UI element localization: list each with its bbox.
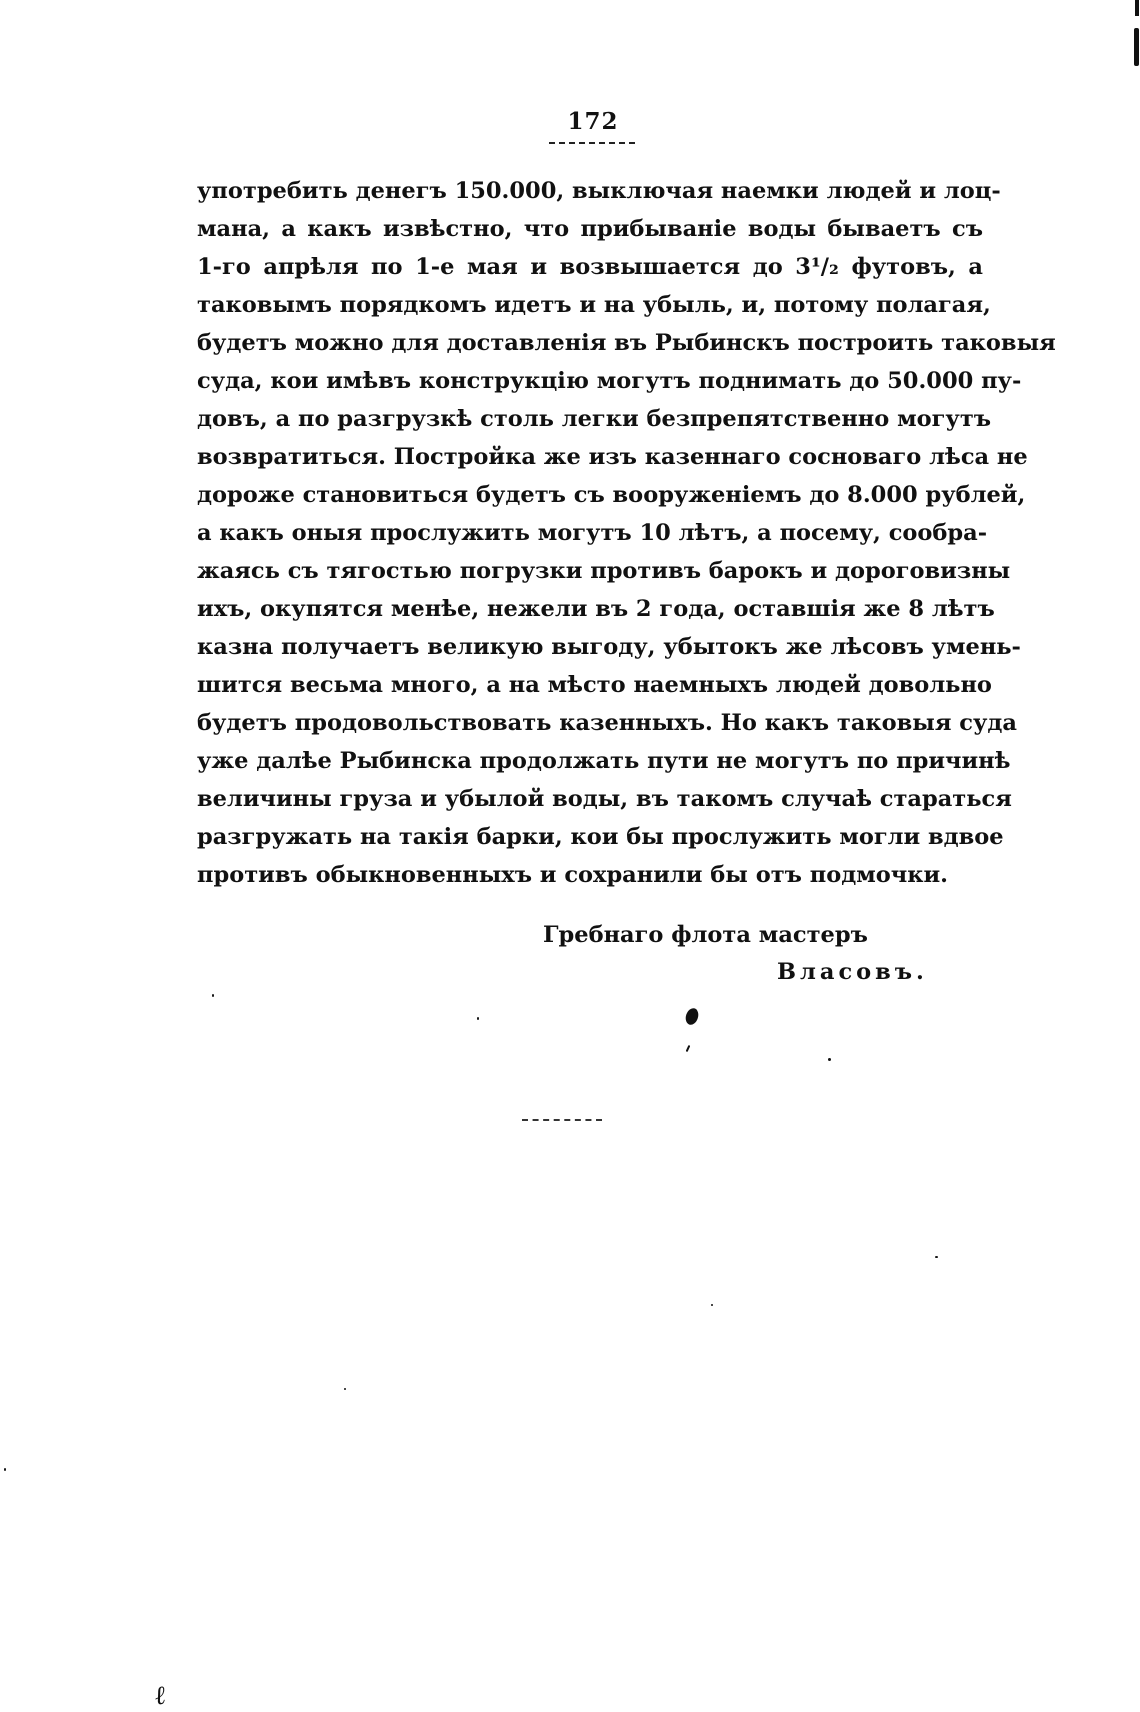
body-line: а какъ оныя прослужить могутъ 10 лѣтъ, а посему, сообра-	[197, 520, 988, 546]
body-line: возвратиться. Постройка же изъ казеннаго сосноваго лѣса не	[197, 444, 1028, 470]
ink-speck	[344, 1388, 346, 1390]
ink-speck	[711, 1304, 713, 1306]
body-line: таковымъ порядкомъ идетъ и на убыль, и, потому полагая,	[197, 292, 991, 318]
ink-blot	[684, 1007, 701, 1027]
ink-speck	[212, 994, 214, 997]
body-line: величины груза и убылой воды, въ такомъ случаѣ стараться	[197, 786, 1012, 812]
ink-speck	[935, 1256, 938, 1258]
page-edge-mark	[1135, 0, 1139, 16]
body-text	[197, 172, 1056, 894]
body-line: суда, кои имѣвъ конструкцію могутъ поднимать до 50.000 пу-	[197, 368, 1022, 394]
ink-speck	[828, 1058, 831, 1061]
body-line: уже далѣе Рыбинска продолжать пути не могутъ по причинѣ	[197, 748, 1011, 774]
body-line: дороже становиться будетъ съ вооруженіемъ до 8.000 рублей,	[197, 482, 1026, 508]
body-line: 1-го апрѣля по 1-е мая и возвышается до 3¹/₂ футовъ, а	[197, 254, 983, 280]
page-number-rule	[549, 142, 635, 144]
body-line: мана, а какъ извѣстно, что прибываніе воды бываетъ съ	[197, 216, 983, 242]
body-line: противъ обыкновенныхъ и сохранили бы отъ подмочки.	[197, 862, 949, 888]
body-line: шится весьма много, а на мѣсто наемныхъ людей довольно	[197, 672, 992, 698]
body-line: будетъ продовольствовать казенныхъ. Но какъ таковыя суда	[197, 710, 1017, 736]
body-line: разгружать на такія барки, кои бы прослужить могли вдвое	[197, 824, 1004, 850]
section-divider	[522, 1119, 602, 1121]
ink-speck	[477, 1017, 479, 1020]
body-line: употребить денегъ 150.000, выключая наемки людей и лоц-	[197, 178, 1001, 204]
page-number: 172	[567, 108, 619, 135]
body-line: жаясь съ тягостью погрузки противъ барокъ и дороговизны	[197, 558, 1011, 584]
ink-speck	[686, 1045, 691, 1052]
signature-name: Власовъ.	[777, 959, 928, 985]
body-line: довъ, а по разгрузкѣ столь легки безпрепятственно могутъ	[197, 406, 992, 432]
body-line: казна получаетъ великую выгоду, убытокъ же лѣсовъ умень-	[197, 634, 1021, 660]
corner-mark: ℓ	[152, 1680, 169, 1712]
ink-speck	[4, 1468, 6, 1471]
page-edge-mark	[1134, 28, 1139, 66]
body-line: ихъ, окупятся менѣе, нежели въ 2 года, оставшія же 8 лѣтъ	[197, 596, 995, 622]
signature-rank: Гребнаго флота мастеръ	[543, 922, 868, 948]
body-line: будетъ можно для доставленія въ Рыбинскъ построить таковыя	[197, 330, 1056, 356]
